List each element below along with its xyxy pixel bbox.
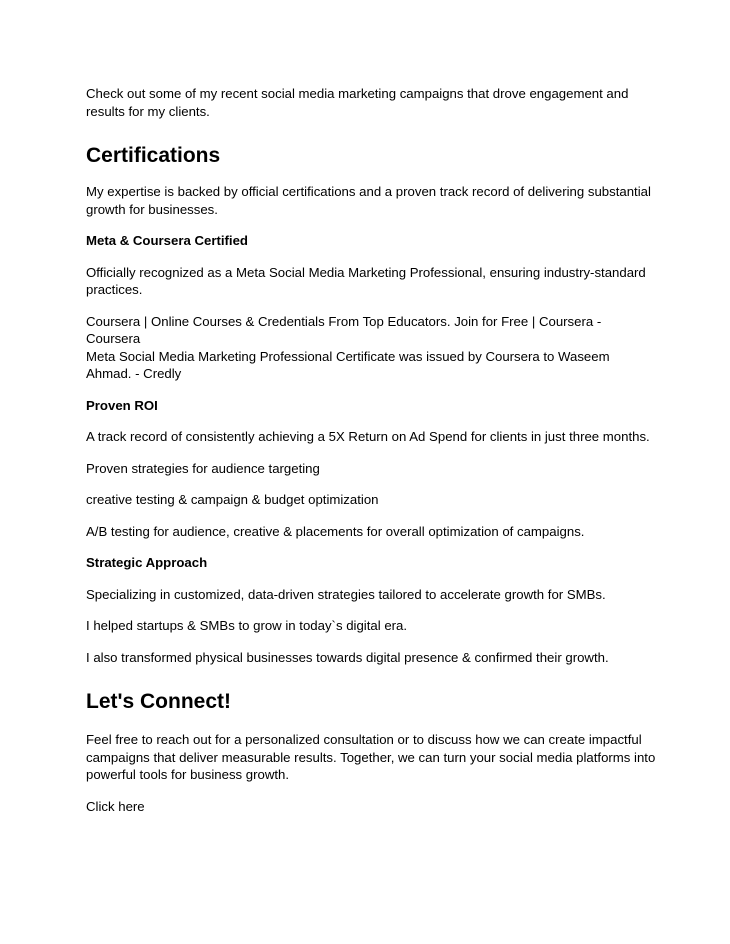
credly-link[interactable]: Meta Social Media Marketing Professional Certificate was issued by Coursera to Waseem Ahmad. - Credly xyxy=(86,348,610,381)
certifications-lead: My expertise is backed by official certifications and a proven track record of delivering substantial growth for businesses. xyxy=(86,184,651,217)
coursera-link[interactable]: Coursera | Online Courses & Credentials From Top Educators. Join for Free | Coursera - Coursera xyxy=(86,313,602,346)
connect-text: Feel free to reach out for a personalized consultation or to discuss how we can create impactful campaigns that deliver measurable results. Together, we can turn your social media platforms into powerful tools for business growth. xyxy=(86,732,656,782)
connect-heading: Let's Connect! xyxy=(86,690,232,713)
meta-coursera-heading: Meta & Coursera Certified xyxy=(86,233,248,248)
strategic-approach-heading: Strategic Approach xyxy=(86,555,208,570)
document-page xyxy=(86,85,656,815)
roi-point-ab-testing: A/B testing for audience, creative & placements for overall optimization of campaigns. xyxy=(86,523,585,539)
proven-roi-text: A track record of consistently achieving a 5X Return on Ad Spend for clients in just three months. xyxy=(86,429,650,444)
proven-roi-heading: Proven ROI xyxy=(86,397,158,413)
cta-wrapper xyxy=(86,798,656,816)
credential-links xyxy=(86,313,656,383)
strategy-point-physical: I also transformed physical businesses towards digital presence & confirmed their growth. xyxy=(86,649,609,665)
roi-point-targeting: Proven strategies for audience targeting xyxy=(86,460,320,476)
certifications-heading: Certifications xyxy=(86,144,221,167)
meta-coursera-text: Officially recognized as a Meta Social Media Marketing Professional, ensuring industry-standard practices. xyxy=(86,264,646,297)
roi-point-testing: creative testing & campaign & budget optimization xyxy=(86,492,379,507)
click-here-link[interactable]: Click here xyxy=(86,798,145,814)
intro-paragraph: Check out some of my recent social media marketing campaigns that drove engagement and results for my clients. xyxy=(86,86,629,119)
strategic-approach-text: Specializing in customized, data-driven strategies tailored to accelerate growth for SMBs. xyxy=(86,586,606,602)
strategy-point-startups: I helped startups & SMBs to grow in today`s digital era. xyxy=(86,618,408,633)
